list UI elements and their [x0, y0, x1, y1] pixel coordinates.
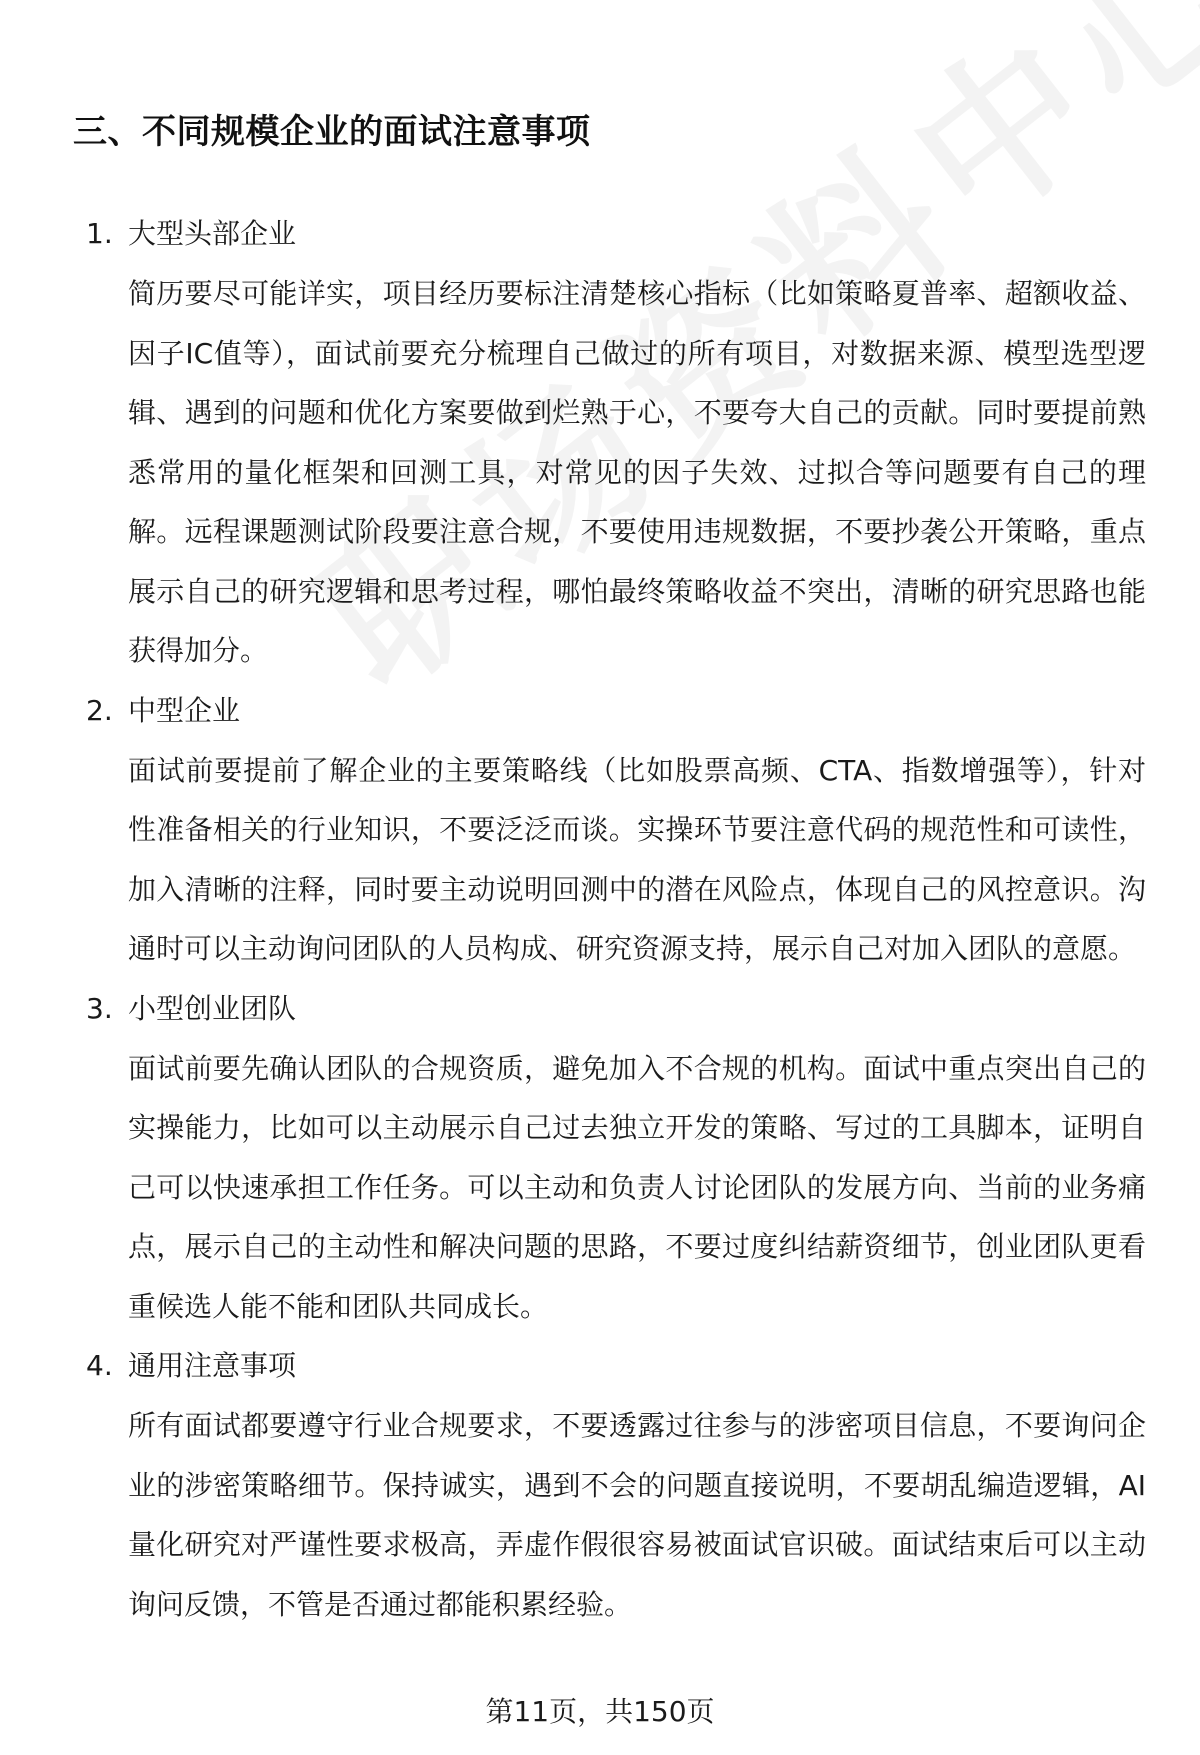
page-number-footer: 第11页，共150页 — [485, 1695, 715, 1728]
list-item — [0, 204, 1200, 681]
numbered-list — [0, 204, 1200, 1634]
item-number: 2. — [86, 693, 113, 727]
item-number: 3. — [86, 991, 113, 1025]
list-item — [0, 979, 1200, 1337]
item-title: 通用注意事项 — [128, 1349, 297, 1382]
item-number: 1. — [86, 217, 113, 250]
item-number: 4. — [86, 1349, 113, 1382]
item-title-row — [0, 979, 1200, 1039]
item-title: 小型创业团队 — [128, 991, 297, 1025]
item-title-row — [0, 204, 1200, 264]
item-title-row — [0, 1336, 1200, 1396]
item-body: 面试前要提前了解企业的主要策略线（比如股票高频、CTA、指数增强等），针对性准备相关的行业知识，不要泛泛而谈。实操环节要注意代码的规范性和可读性，加入清晰的注释，同时要主动说明回测中的潜在风险点，体现自己的风控意识。沟通时可以主动询问团队的人员构成、研究资源支持，展示自己对加入团队的意愿。 — [128, 753, 1146, 965]
section-heading: 三、不同规模企业的面试注意事项 — [73, 112, 591, 152]
item-body: 简历要尽可能详实，项目经历要标注清楚核心指标（比如策略夏普率、超额收益、因子IC值等），面试前要充分梳理自己做过的所有项目，对数据来源、模型选型逻辑、遇到的问题和优化方案要做到烂熟于心，不要夸大自己的贡献。同时要提前熟悉常用的量化框架和回测工具，对常见的因子失效、过拟合等问题要有自己的理解。远程课题测试阶段要注意合规，不要使用违规数据，不要抄袭公开策略，重点展示自己的研究逻辑和思考过程，哪怕最终策略收益不突出，清晰的研究思路也能获得加分。 — [128, 277, 1146, 667]
item-body: 所有面试都要遵守行业合规要求，不要透露过往参与的涉密项目信息，不要询问企业的涉密策略细节。保持诚实，遇到不会的问题直接说明，不要胡乱编造逻辑，AI量化研究对严谨性要求极高，弄虚作假很容易被面试官识破。面试结束后可以主动询问反馈，不管是否通过都能积累经验。 — [128, 1409, 1146, 1621]
item-body: 面试前要先确认团队的合规资质，避免加入不合规的机构。面试中重点突出自己的实操能力，比如可以主动展示自己过去独立开发的策略、写过的工具脚本，证明自己可以快速承担工作任务。可以主动和负责人讨论团队的发展方向、当前的业务痛点，展示自己的主动性和解决问题的思路，不要过度纠结薪资细节，创业团队更看重候选人能不能和团队共同成长。 — [128, 1051, 1146, 1323]
item-title-row — [0, 681, 1200, 741]
item-title: 大型头部企业 — [128, 217, 297, 250]
list-item — [0, 1336, 1200, 1634]
item-title: 中型企业 — [128, 693, 241, 727]
list-item — [0, 681, 1200, 979]
